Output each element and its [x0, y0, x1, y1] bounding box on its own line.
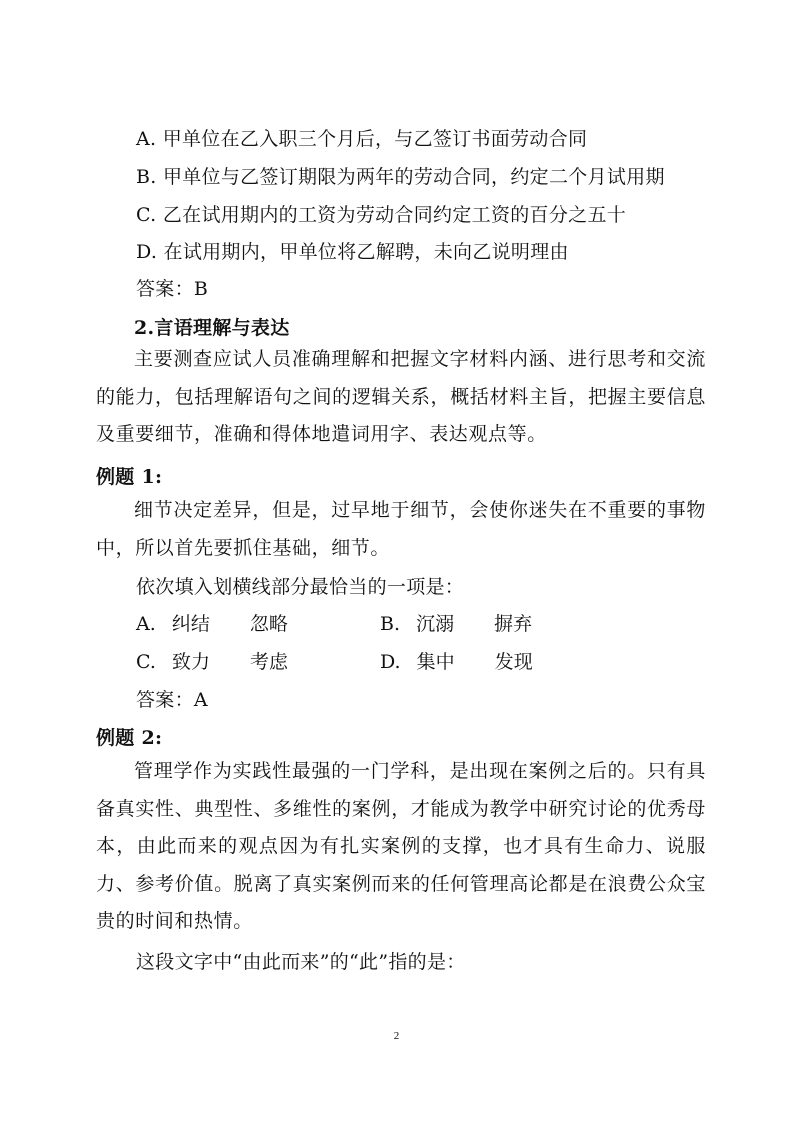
example1-answer: 答案：A — [136, 689, 208, 711]
example1-text: 细节决定差异，但是，过早地于细节，会使你迷失在不重要的事物中，所以首先要抓住基础，细节。 — [96, 499, 706, 559]
section-description: 主要测查应试人员准确理解和把握文字材料内涵、进行思考和交流的能力，包括理解语句之间的逻辑关系，概括材料主旨，把握主要信息及重要细节，准确和得体地遣词用字、表达观点等。 — [96, 348, 706, 445]
page-number: 2 — [393, 1030, 400, 1042]
option-word-2: 发现 — [494, 651, 533, 673]
example2-prompt: 这段文字中“由此而来”的“此”指的是： — [136, 951, 466, 973]
option-letter: B. — [380, 613, 401, 635]
example1-prompt: 依次填入划横线部分最恰当的一项是： — [136, 576, 465, 598]
example1-label: 例题 1: — [96, 466, 163, 488]
example2-text: 管理学作为实践性最强的一门学科，是出现在案例之后的。只有具备真实性、典型性、多维性的案例，才能成为教学中研究讨论的优秀母本，由此而来的观点因为有扎实案例的支撑，也才具有生命力、说服力、参考价值。脱离了真实案例而来的任何管理高论都是在浪费公众宝贵的时间和热情。 — [96, 760, 706, 932]
option-word-1: 集中 — [416, 651, 455, 673]
q1-option-a: A. 甲单位在乙入职三个月后，与乙签订书面劳动合同 — [136, 128, 588, 150]
option-word-1: 纠结 — [171, 613, 210, 635]
option-word-2: 忽略 — [249, 613, 288, 635]
option-letter: C. — [136, 651, 156, 673]
option-word-1: 沉溺 — [416, 613, 455, 635]
q1-answer: 答案：B — [136, 278, 209, 300]
option-word-1: 致力 — [171, 651, 210, 673]
example1-option-c — [136, 650, 288, 674]
option-letter: D. — [380, 651, 401, 673]
example1-option-a — [136, 612, 288, 636]
example1-option-d — [380, 650, 533, 674]
section-title: 2.言语理解与表达 — [134, 317, 290, 339]
option-word-2: 摒弃 — [494, 613, 533, 635]
example2-label: 例题 2: — [96, 727, 163, 749]
q1-option-b: B. 甲单位与乙签订期限为两年的劳动合同，约定二个月试用期 — [136, 166, 665, 188]
option-word-2: 考虑 — [250, 651, 289, 673]
q1-option-c: C. 乙在试用期内的工资为劳动合同约定工资的百分之五十 — [136, 204, 627, 226]
q1-option-d: D. 在试用期内，甲单位将乙解聘，未向乙说明理由 — [136, 241, 569, 263]
option-letter: A. — [136, 613, 156, 635]
example1-option-b — [380, 612, 532, 636]
